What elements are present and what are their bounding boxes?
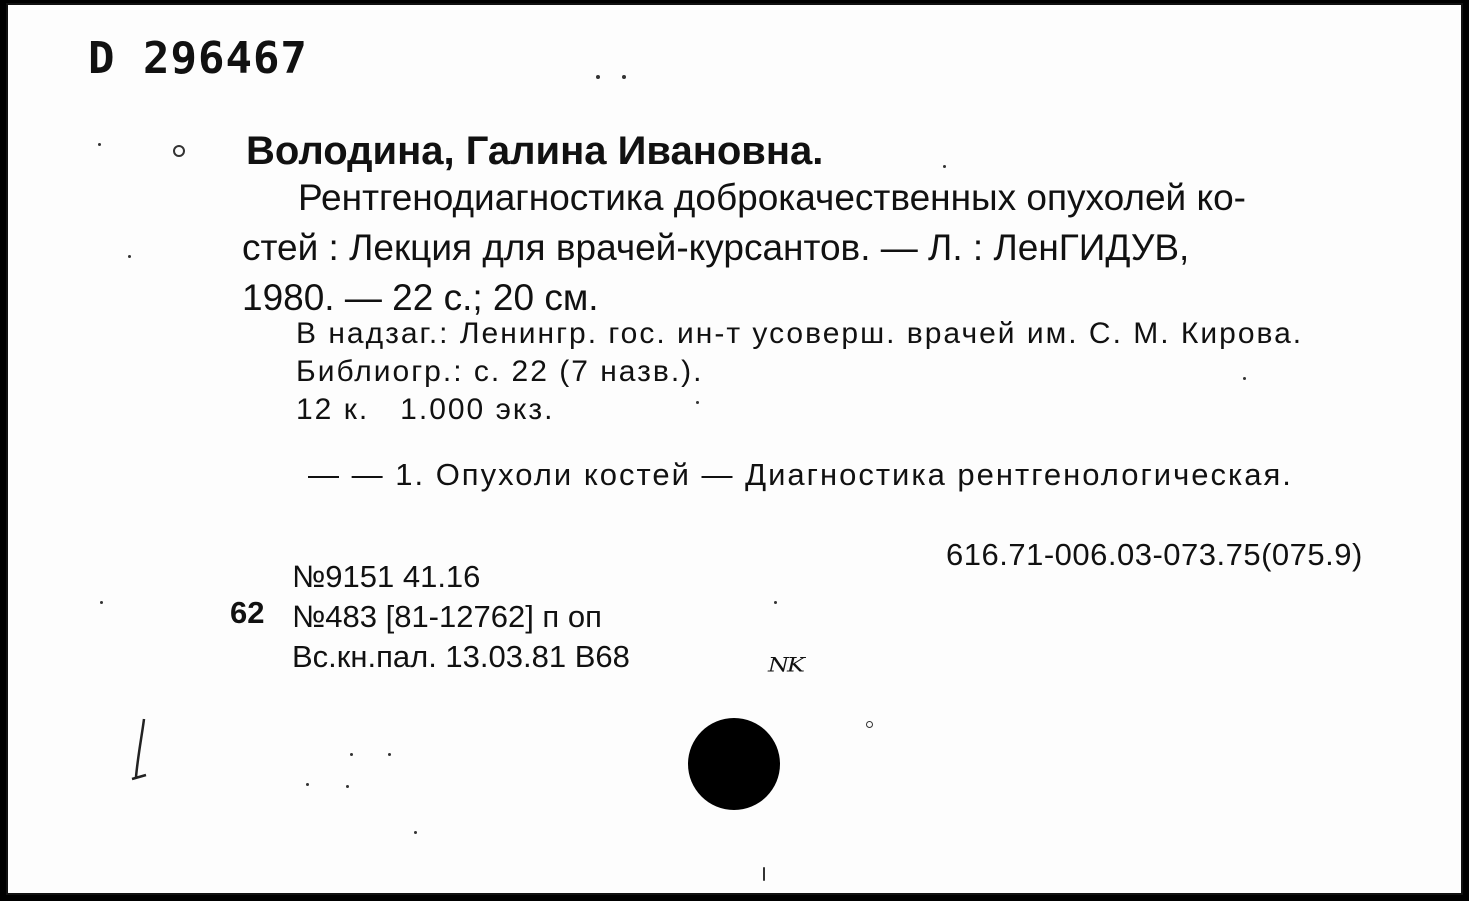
note-line-1: В надзаг.: Ленингр. гос. ин-т усоверш. врачей им. С. М. Кирова. [296, 317, 1304, 350]
title-line-3: 1980. — 22 с.; 20 см. [242, 277, 599, 318]
author-heading: Володина, Галина Ивановна. [246, 129, 824, 173]
speck [128, 255, 131, 258]
title-line-2: стей : Лекция для врачей-курсантов. — Л. : ЛенГИДУВ, [242, 227, 1190, 268]
number-62: 62 [230, 595, 265, 630]
speck [1243, 377, 1246, 380]
speck [596, 75, 600, 79]
speck [763, 867, 765, 881]
speck [414, 831, 417, 834]
punch-hole-dot [688, 718, 780, 810]
title-block [242, 173, 1442, 323]
speck [622, 75, 626, 79]
catalog-card [6, 3, 1463, 895]
footer-line-3: Вс.кн.пал. 13.03.81 В68 [292, 639, 630, 674]
footer-block [292, 557, 630, 677]
subject-heading: — — 1. Опухоли костей — Диагностика рентгенологическая. [308, 457, 1293, 492]
speck [346, 785, 349, 788]
speck [350, 753, 353, 756]
note-line-2: Библиогр.: с. 22 (7 назв.). [296, 355, 704, 388]
speck [866, 721, 873, 728]
pencil-mark-icon [126, 715, 156, 785]
title-line-1: Рентгенодиагностика доброкачественных опухолей ко- [298, 177, 1246, 218]
speck [943, 165, 946, 168]
card-code: D 296467 [88, 33, 308, 84]
speck [100, 601, 103, 604]
handwritten-initials: NK [768, 653, 803, 677]
speck [388, 753, 391, 756]
footer-line-2: №483 [81-12762] п оп [292, 599, 602, 634]
speck [173, 145, 185, 157]
speck [98, 143, 101, 146]
udc-code: 616.71-006.03-073.75(075.9) [946, 537, 1363, 572]
note-line-3: 12 к. 1.000 экз. [296, 393, 555, 426]
speck [774, 601, 777, 604]
notes-block [296, 315, 1303, 429]
speck [696, 401, 699, 404]
footer-line-1: №9151 41.16 [292, 559, 481, 594]
speck [306, 783, 309, 786]
